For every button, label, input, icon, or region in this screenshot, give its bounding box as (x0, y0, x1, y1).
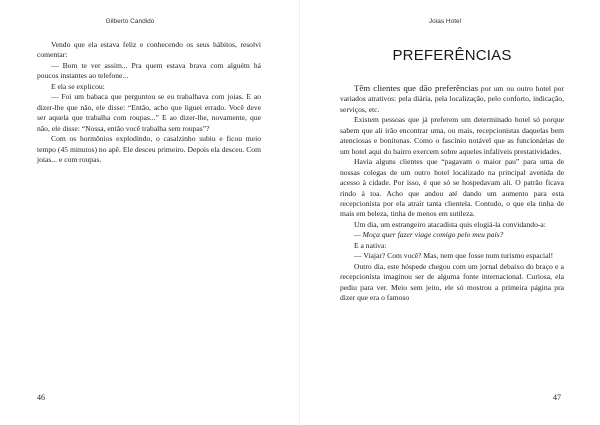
page-number-left: 46 (37, 393, 45, 402)
paragraph: E ela se explicou: (51, 81, 105, 91)
dialogue-line: — Viajar? Com você? Mas, nem que fosse num turismo espacial! (354, 251, 554, 261)
paragraph: Outro dia, este hóspede chegou com um jornal debaixo do braço e a recepcionista imaginou ser de alguma fonte internacional. Curiosa, ela pediu para ver. Meio sem jeito, ele só mostrou a primeira página pra dizer que era o famoso (340, 261, 564, 303)
paragraph: Existem pessoas que já preferem um determinado hotel só porque sabem que ali irão encontrar uma, ou mais, recepcionistas daquelas bem atenciosas e bonitonas. Como o fascínio notável que as funcionárias de um hotel aqui do bairro exercem sobre aqueles infalíveis prestatividades. (340, 115, 564, 156)
paragraph: E a nativa: (354, 240, 387, 250)
chapter-title: PREFERÊNCIAS (392, 47, 512, 64)
right-page (300, 0, 600, 425)
paragraph: Um dia, um estrangeiro atacadista quis elogiá-la convidando-a: (354, 219, 546, 229)
right-page-body (340, 83, 564, 304)
opening-paragraph (340, 83, 564, 115)
paragraph: — Foi um babaca que perguntou se eu trabalhava com joias. E ao dizer-lhe que não, ele disse: “Então, acho que liguei errado. Você deve ser aquela que trabalha com roupas...” E ao dizer-lhe, novamente, que não, ele disse: “Nossa, então você trabalha sem roupas”? (37, 92, 261, 133)
running-head-author: Gilberto Candido (105, 18, 155, 25)
paragraph: Havia alguns clientes que “pagavam o maior pau” para uma de nossas colegas de um outro hotel localizado na principal avenida de acesso à cidade. Por isso, é que só se hospedavam ali. O patrão ficava rindo à toa. Acho que andou até dando um aumento para esta recepcionista por ela atrair tanta clientela. Contudo, o que ela tinha de mais em beleza, tinha de menos em sutileza. (340, 157, 564, 219)
dialogue-line-italic: — Moça quer fazer viage comigo pelo meu país? (354, 230, 504, 240)
paragraph: — Bom te ver assim... Pra quem estava brava com alguém há poucos instantes ao telefone... (37, 60, 261, 81)
lead-words: Têm clientes que dão preferências (354, 83, 479, 93)
left-page-body (37, 40, 261, 165)
opening-paragraph-rest: por um ou outro hotel por variados atrativos: pela diária, pela localização, pelo conforto, indicação, serviços, etc. (340, 84, 564, 114)
page-number-right: 47 (553, 393, 561, 402)
running-head-title: Joias Hotel (428, 18, 462, 25)
paragraph: Vendo que ela estava feliz e conhecendo os seus hábitos, resolvi comentar: (37, 40, 261, 60)
paragraph: Com os hormônios explodindo, o casalzinho subiu e ficou meio tempo (45 minutos) no apê. Ele desceu primeiro. Depois ela desceu. Com joias... e com roupas. (37, 134, 261, 164)
